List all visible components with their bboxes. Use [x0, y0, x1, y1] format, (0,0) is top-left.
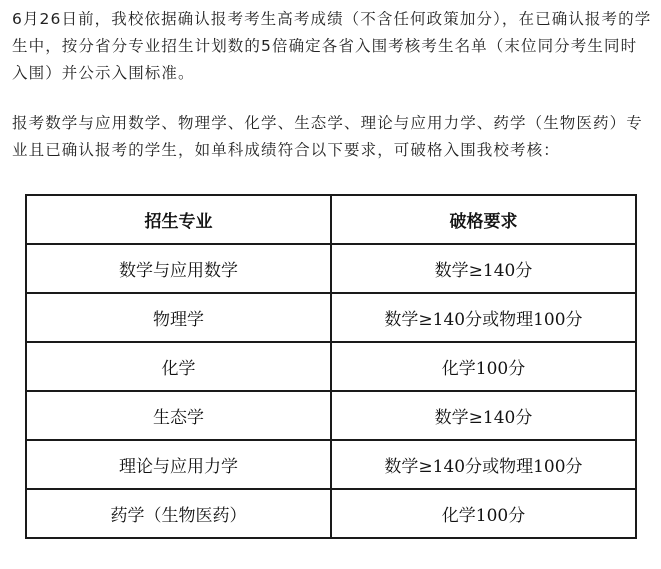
intro-paragraph-2: 报考数学与应用数学、物理学、化学、生态学、理论与应用力学、药学（生物医药）专业且已确认报考的学生，如单科成绩符合以下要求，可破格入围我校考核： [12, 114, 643, 159]
cell-requirement: 数学≥140分或物理100分 [331, 440, 636, 489]
intro-paragraph-1: 6月26日前，我校依据确认报考考生高考成绩（不含任何政策加分），在已确认报考的学生中，按分省分专业招生计划数的5倍确定各省入围考核考生名单（末位同分考生同时入围）并公示入围标准。 [12, 10, 652, 82]
cell-major: 生态学 [26, 391, 331, 440]
header-major: 招生专业 [26, 195, 331, 244]
cell-requirement: 数学≥140分 [331, 244, 636, 293]
cell-requirement: 化学100分 [331, 489, 636, 538]
cell-major: 数学与应用数学 [26, 244, 331, 293]
table-row [26, 244, 636, 293]
cell-major: 化学 [26, 342, 331, 391]
table-row [26, 440, 636, 489]
cell-requirement: 化学100分 [331, 342, 636, 391]
cell-requirement: 数学≥140分或物理100分 [331, 293, 636, 342]
cell-major: 药学（生物医药） [26, 489, 331, 538]
admission-requirements-table [25, 194, 635, 539]
cell-major: 物理学 [26, 293, 331, 342]
table-row [26, 391, 636, 440]
table-row [26, 342, 636, 391]
table-row [26, 293, 636, 342]
table-row [26, 489, 636, 538]
table-header-row [26, 195, 636, 244]
header-requirement: 破格要求 [331, 195, 636, 244]
cell-requirement: 数学≥140分 [331, 391, 636, 440]
cell-major: 理论与应用力学 [26, 440, 331, 489]
